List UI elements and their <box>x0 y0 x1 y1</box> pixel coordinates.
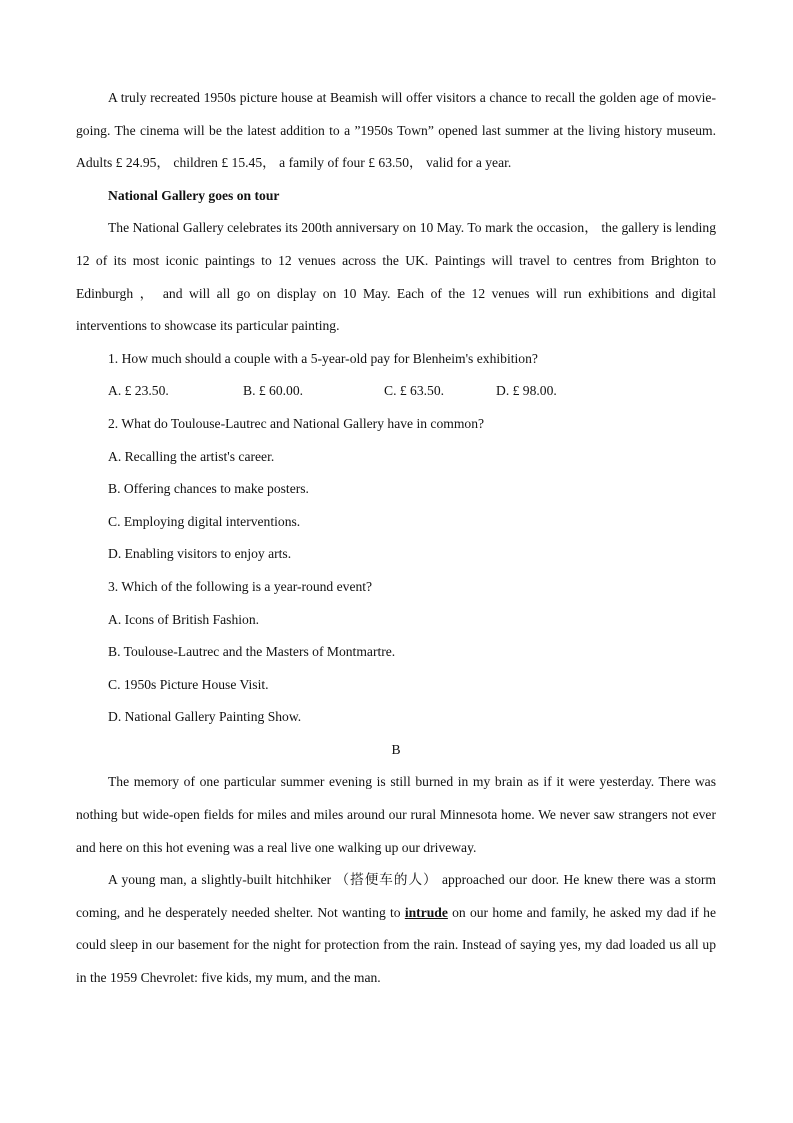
q2-option-d[interactable]: D. Enabling visitors to enjoy arts. <box>108 546 292 562</box>
q3-option-a[interactable]: A. Icons of British Fashion. <box>108 611 260 627</box>
passage-b-paragraph-2 <box>76 864 716 994</box>
q1-option-c[interactable]: C. £ 63.50. <box>384 383 445 399</box>
q2-option-a[interactable]: A. Recalling the artist's career. <box>108 448 275 464</box>
q1-option-d[interactable]: D. £ 98.00. <box>496 383 557 399</box>
q3-option-b[interactable]: B. Toulouse-Lautrec and the Masters of Montmartre. <box>108 644 396 660</box>
page-content <box>76 82 716 995</box>
q2-option-c[interactable]: C. Employing digital interventions. <box>108 513 301 529</box>
gallery-paragraph: The National Gallery celebrates its 200th anniversary on 10 May. To mark the occasion， the gallery is lending 12 of its most iconic paintings to 12 venues across the UK. Paintings will travel to centres from Brighton to Edinburgh ， and will all go on display on 10 May. Each of the 12 venues will run exhibitions and digital interventions to showcase its particular painting. <box>76 220 716 334</box>
question-3-stem: 3. Which of the following is a year-round event? <box>108 578 373 594</box>
question-2-stem: 2. What do Toulouse-Lautrec and National Gallery have in common? <box>108 415 485 431</box>
passage-b-paragraph-1: The memory of one particular summer evening is still burned in my brain as if it were yesterday. There was nothing but wide-open fields for miles and miles around our rural Minnesota home. We never saw strangers not ever and here on this hot evening was a real live one walking up our driveway. <box>76 774 716 855</box>
paragraph-2-text-after: on our home and family, he asked my dad if he could sleep in our basement for the night for protection from the rain. Instead of saying yes, my dad loaded us all up in the 1959 Chevrolet: five kids, my mum, and the man. <box>76 904 716 986</box>
question-1-options <box>76 375 716 408</box>
beamish-paragraph: A truly recreated 1950s picture house at Beamish will offer visitors a chance to recall the golden age of movie-going. The cinema will be the latest addition to a ”1950s Town” opened last summer at the living history museum. Adults £ 24.95， children £ 15.45， a family of four £ 63.50， valid for a year. <box>76 90 716 171</box>
q1-option-b[interactable]: B. £ 60.00. <box>243 383 304 399</box>
q3-option-d[interactable]: D. National Gallery Painting Show. <box>108 709 302 725</box>
underlined-keyword: intrude <box>404 904 448 920</box>
q3-option-c[interactable]: C. 1950s Picture House Visit. <box>108 676 269 692</box>
section-b-label: B <box>391 741 401 757</box>
q1-option-a[interactable]: A. £ 23.50. <box>108 383 169 399</box>
paragraph-2-text-before: A young man, a slightly-built hitchhiker （搭便车的人） approached our door. He knew there was a storm coming, and he desperately needed shelter. Not wanting to <box>76 872 716 920</box>
gallery-heading: National Gallery goes on tour <box>108 187 280 203</box>
question-1-stem: 1. How much should a couple with a 5-year-old pay for Blenheim's exhibition? <box>108 350 538 366</box>
q2-option-b[interactable]: B. Offering chances to make posters. <box>108 481 309 497</box>
